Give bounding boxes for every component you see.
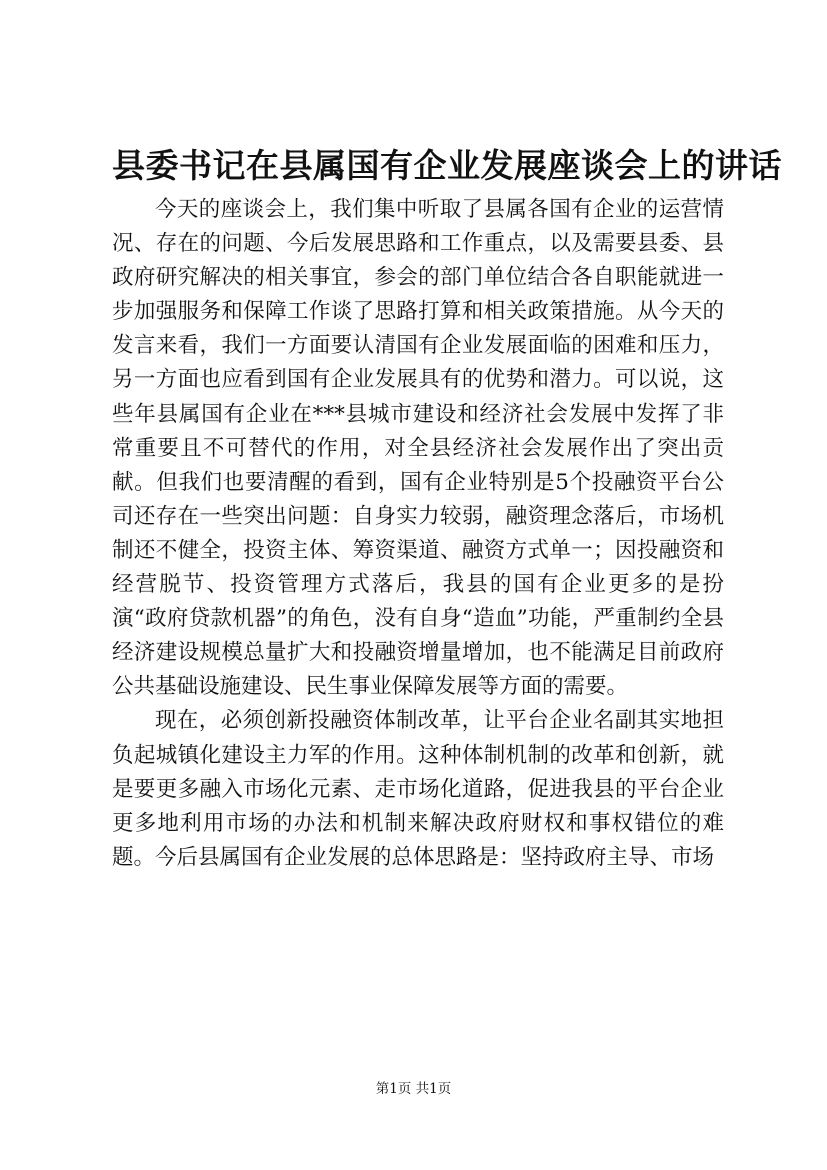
- document-title: 县委书记在县属国有企业发展座谈会上的讲话: [112, 146, 782, 185]
- document-body: [112, 193, 724, 875]
- paragraph: 今天的座谈会上，我们集中听取了县属各国有企业的运营情况、存在的问题、今后发展思路和工作重点，以及需要县委、县政府研究解决的相关事宜，参会的部门单位结合各自职能就进一步加强服务和保障工作谈了思路打算和相关政策措施。从今天的发言来看，我们一方面要认清国有企业发展面临的困难和压力，另一方面也应看到国有企业发展具有的优势和潜力。可以说，这些年县属国有企业在***县城市建设和经济社会发展中发挥了非常重要且不可替代的作用，对全县经济社会发展作出了突出贡献。但我们也要清醒的看到，国有企业特别是5个投融资平台公司还存在一些突出问题：自身实力较弱，融资理念落后，市场机制还不健全，投资主体、筹资渠道、融资方式单一；因投融资和经营脱节、投资管理方式落后，我县的国有企业更多的是扮演“政府贷款机器”的角色，没有自身“造血”功能，严重制约全县经济建设规模总量扩大和投融资增量增加，也不能满足目前政府公共基础设施建设、民生事业保障发展等方面的需要。: [112, 197, 724, 700]
- paragraph: 现在，必须创新投融资体制改革，让平台企业名副其实地担负起城镇化建设主力军的作用。这种体制机制的改革和创新，就是要更多融入市场化元素、走市场化道路，促进我县的平台企业更多地利用市场的办法和机制来解决政府财权和事权错位的难题。今后县属国有企业发展的总体思路是：坚持政府主导、市场: [112, 708, 724, 870]
- page-number-footer: 第1页 共1页: [375, 1081, 452, 1097]
